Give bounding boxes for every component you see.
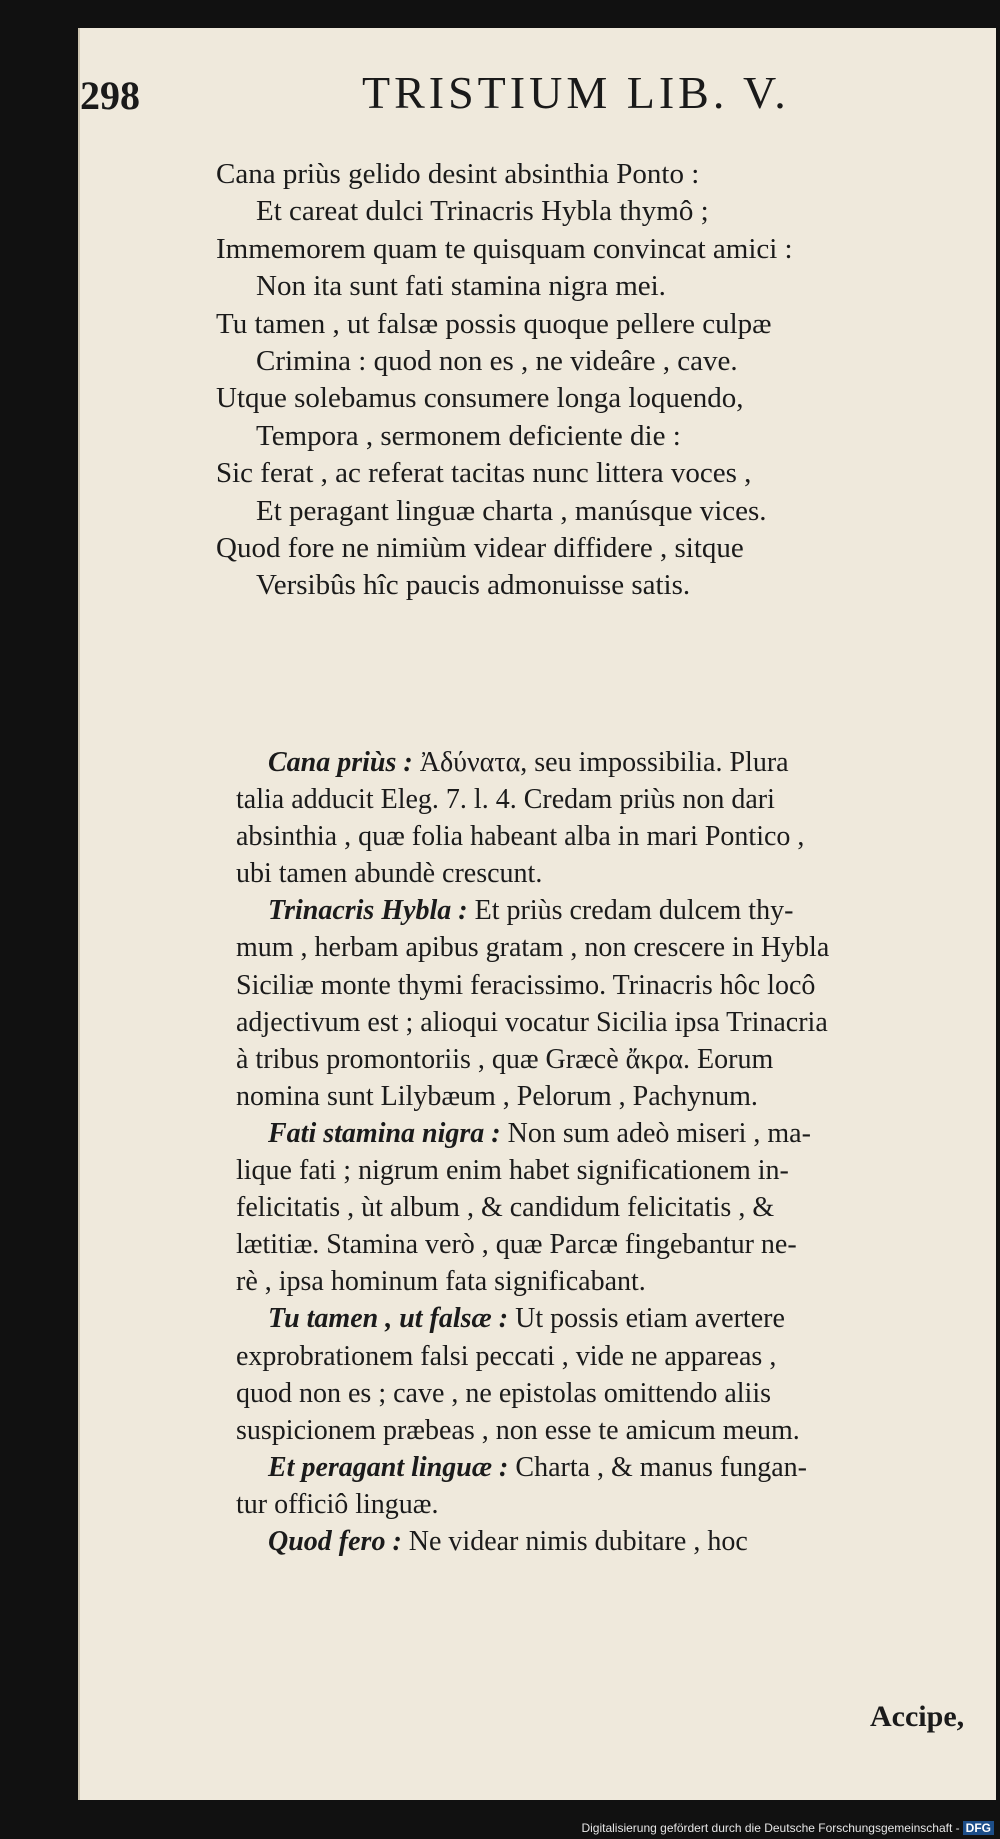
lemma: Fati stamina nigra : <box>268 1117 501 1149</box>
dfg-logo: DFG <box>963 1821 994 1835</box>
commentary-text: Ἀδύνατα, seu impossibilia. Plura <box>412 747 789 778</box>
commentary-line <box>236 1115 966 1152</box>
commentary-text: suspicionem præbeas , non esse te amicum meum. <box>236 1414 800 1446</box>
commentary-line <box>236 967 966 1004</box>
commentary-line <box>236 929 966 966</box>
verse-line: Et peragant linguæ charta , manúsque vices. <box>256 494 767 527</box>
commentary-text: lique fati ; nigrum enim habet significationem in- <box>236 1155 789 1187</box>
page-number: 298 <box>80 73 140 118</box>
commentary-line <box>236 1449 966 1486</box>
commentary-text: lætitiæ. Stamina verò , quæ Parcæ fingebantur ne- <box>236 1229 797 1261</box>
commentary-text: Ne videar nimis dubitare , hoc <box>401 1525 748 1557</box>
commentary-text: talia adducit Eleg. 7. l. 4. Credam priùs non dari <box>236 784 775 816</box>
commentary-line <box>236 744 966 781</box>
verse-line: Cana priùs gelido desint absinthia Ponto : <box>216 158 700 190</box>
digitization-footer <box>581 1821 994 1835</box>
commentary-text: rè , ipsa hominum fata significabant. <box>236 1266 646 1298</box>
lemma: Trinacris Hybla : <box>268 895 468 927</box>
commentary-line <box>236 1041 966 1078</box>
commentary-block <box>236 744 966 1560</box>
commentary-text: Charta , & manus fungan- <box>508 1451 807 1483</box>
commentary-line <box>236 818 966 855</box>
lemma: Quod fero : <box>268 1525 402 1557</box>
commentary-text: exprobrationem falsi peccati , vide ne appareas , <box>236 1340 777 1372</box>
commentary-text: à tribus promontoriis , quæ Græcè ἄκρα. Eorum <box>236 1043 774 1075</box>
commentary-line <box>236 1375 966 1412</box>
commentary-line <box>236 1189 966 1226</box>
commentary-text: adjectivum est ; alioqui vocatur Sicilia ipsa Trinacria <box>236 1006 828 1038</box>
commentary-line <box>236 1338 966 1375</box>
commentary-text: Et priùs credam dulcem thy- <box>467 895 794 927</box>
commentary-text: quod non es ; cave , ne epistolas omittendo aliis <box>236 1377 772 1409</box>
commentary-line <box>236 1486 966 1523</box>
commentary-text: ubi tamen abundè crescunt. <box>236 858 543 890</box>
commentary-line <box>236 1226 966 1263</box>
commentary-line <box>236 855 966 892</box>
commentary-text: absinthia , quæ folia habeant alba in mari Pontico , <box>236 821 805 853</box>
verse-line: Et careat dulci Trinacris Hybla thymô ; <box>256 195 709 228</box>
catchword: Accipe, <box>870 1700 965 1733</box>
verse-line: Crimina : quod non es , ne videâre , cave. <box>256 345 738 378</box>
commentary-text: tur officiô linguæ. <box>236 1488 439 1520</box>
commentary-line <box>236 781 966 818</box>
verse-line: Non ita sunt fati stamina nigra mei. <box>256 270 666 303</box>
commentary-line <box>236 1152 966 1189</box>
verse-line: Sic ferat , ac referat tacitas nunc littera voces , <box>216 457 752 490</box>
lemma: Tu tamen , ut falsæ : <box>268 1303 509 1335</box>
lemma: Cana priùs : <box>268 747 413 778</box>
verse-line: Immemorem quam te quisquam convincat amici : <box>216 232 793 265</box>
verse-line: Utque solebamus consumere longa loquendo, <box>216 382 744 415</box>
lemma: Et peragant linguæ : <box>268 1451 509 1483</box>
commentary-line <box>236 1263 966 1300</box>
verse-line: Versibûs hîc paucis admonuisse satis. <box>256 569 691 602</box>
verse-block <box>216 156 976 605</box>
verse-line: Tempora , sermonem deficiente die : <box>256 419 681 452</box>
commentary-line <box>236 1412 966 1449</box>
commentary-line <box>236 1300 966 1337</box>
commentary-text: mum , herbam apibus gratam , non crescere in Hybla <box>236 932 830 964</box>
commentary-text: Siciliæ monte thymi feracissimo. Trinacris hôc locô <box>236 969 816 1001</box>
running-title: TRISTIUM LIB. V. <box>362 67 790 118</box>
verse-line: Quod fore ne nimiùm videar diffidere , sitque <box>216 532 744 565</box>
commentary-text: felicitatis , ùt album , & candidum felicitatis , & <box>236 1192 775 1224</box>
commentary-line <box>236 892 966 929</box>
footer-text: Digitalisierung gefördert durch die Deutsche Forschungsgemeinschaft - <box>581 1821 960 1835</box>
commentary-line <box>236 1078 966 1115</box>
commentary-text: nomina sunt Lilybæum , Pelorum , Pachynum. <box>236 1080 758 1112</box>
commentary-line <box>236 1523 966 1560</box>
commentary-line <box>236 1004 966 1041</box>
commentary-text: Non sum adeò miseri , ma- <box>500 1117 811 1149</box>
commentary-text: Ut possis etiam avertere <box>508 1303 785 1335</box>
verse-line: Tu tamen , ut falsæ possis quoque pellere culpæ <box>216 307 772 340</box>
